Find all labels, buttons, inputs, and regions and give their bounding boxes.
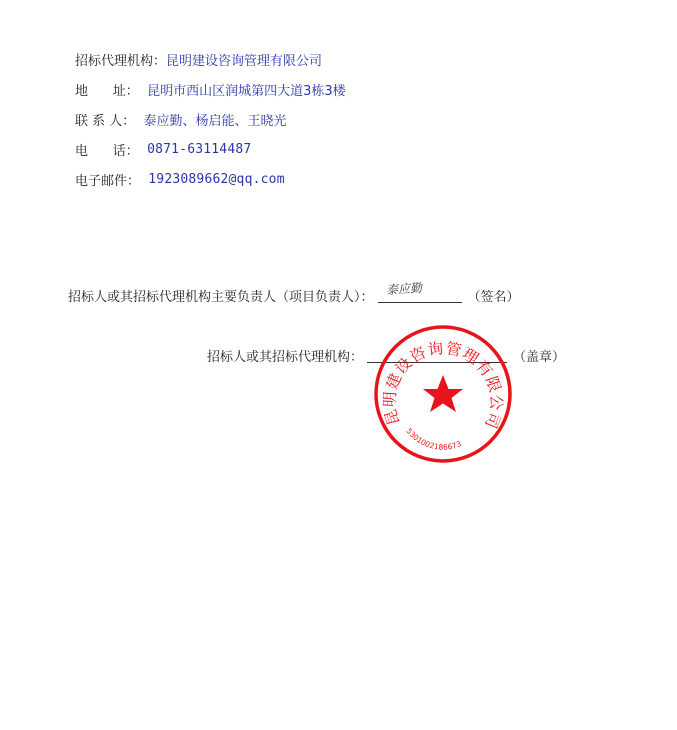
agency-label: 招标代理机构：	[75, 53, 167, 69]
address-row	[75, 74, 346, 104]
handwritten-signature: 泰应勤	[385, 280, 423, 298]
signature-suffix: （签名）	[467, 290, 520, 305]
company-seal	[372, 323, 514, 465]
contact-row	[75, 104, 346, 134]
signature-prompt: 招标人或其招标代理机构主要负责人（项目负责人）：	[68, 290, 374, 305]
seal-prompt: 招标人或其招标代理机构：	[207, 350, 364, 365]
phone-label: 电 话：	[75, 143, 148, 159]
agency-name: 昆明建设咨询管理有限公司	[166, 53, 323, 69]
seal-number-textpath: 5301002186673	[404, 426, 463, 452]
email-value: 1923089662@qq.com	[148, 171, 285, 187]
seal-ring-textpath: 昆明建设咨询管理有限公司	[380, 339, 506, 432]
seal-star-icon	[423, 375, 463, 412]
agency-row	[75, 44, 346, 74]
contact-value: 泰应勤、杨启能、王晓光	[143, 113, 287, 129]
agency-info	[75, 44, 346, 194]
address-label: 地 址：	[75, 83, 148, 99]
email-row	[75, 164, 346, 194]
contact-label: 联 系 人：	[75, 113, 144, 129]
seal-suffix: （盖章）	[513, 350, 566, 365]
email-label: 电子邮件：	[75, 173, 149, 189]
phone-row	[75, 134, 346, 164]
signature-field[interactable]	[378, 280, 462, 303]
signature-line	[68, 280, 520, 305]
phone-value: 0871-63114487	[147, 141, 252, 157]
seal-number	[404, 427, 462, 452]
address-value: 昆明市西山区润城第四大道3栋3楼	[147, 83, 346, 99]
